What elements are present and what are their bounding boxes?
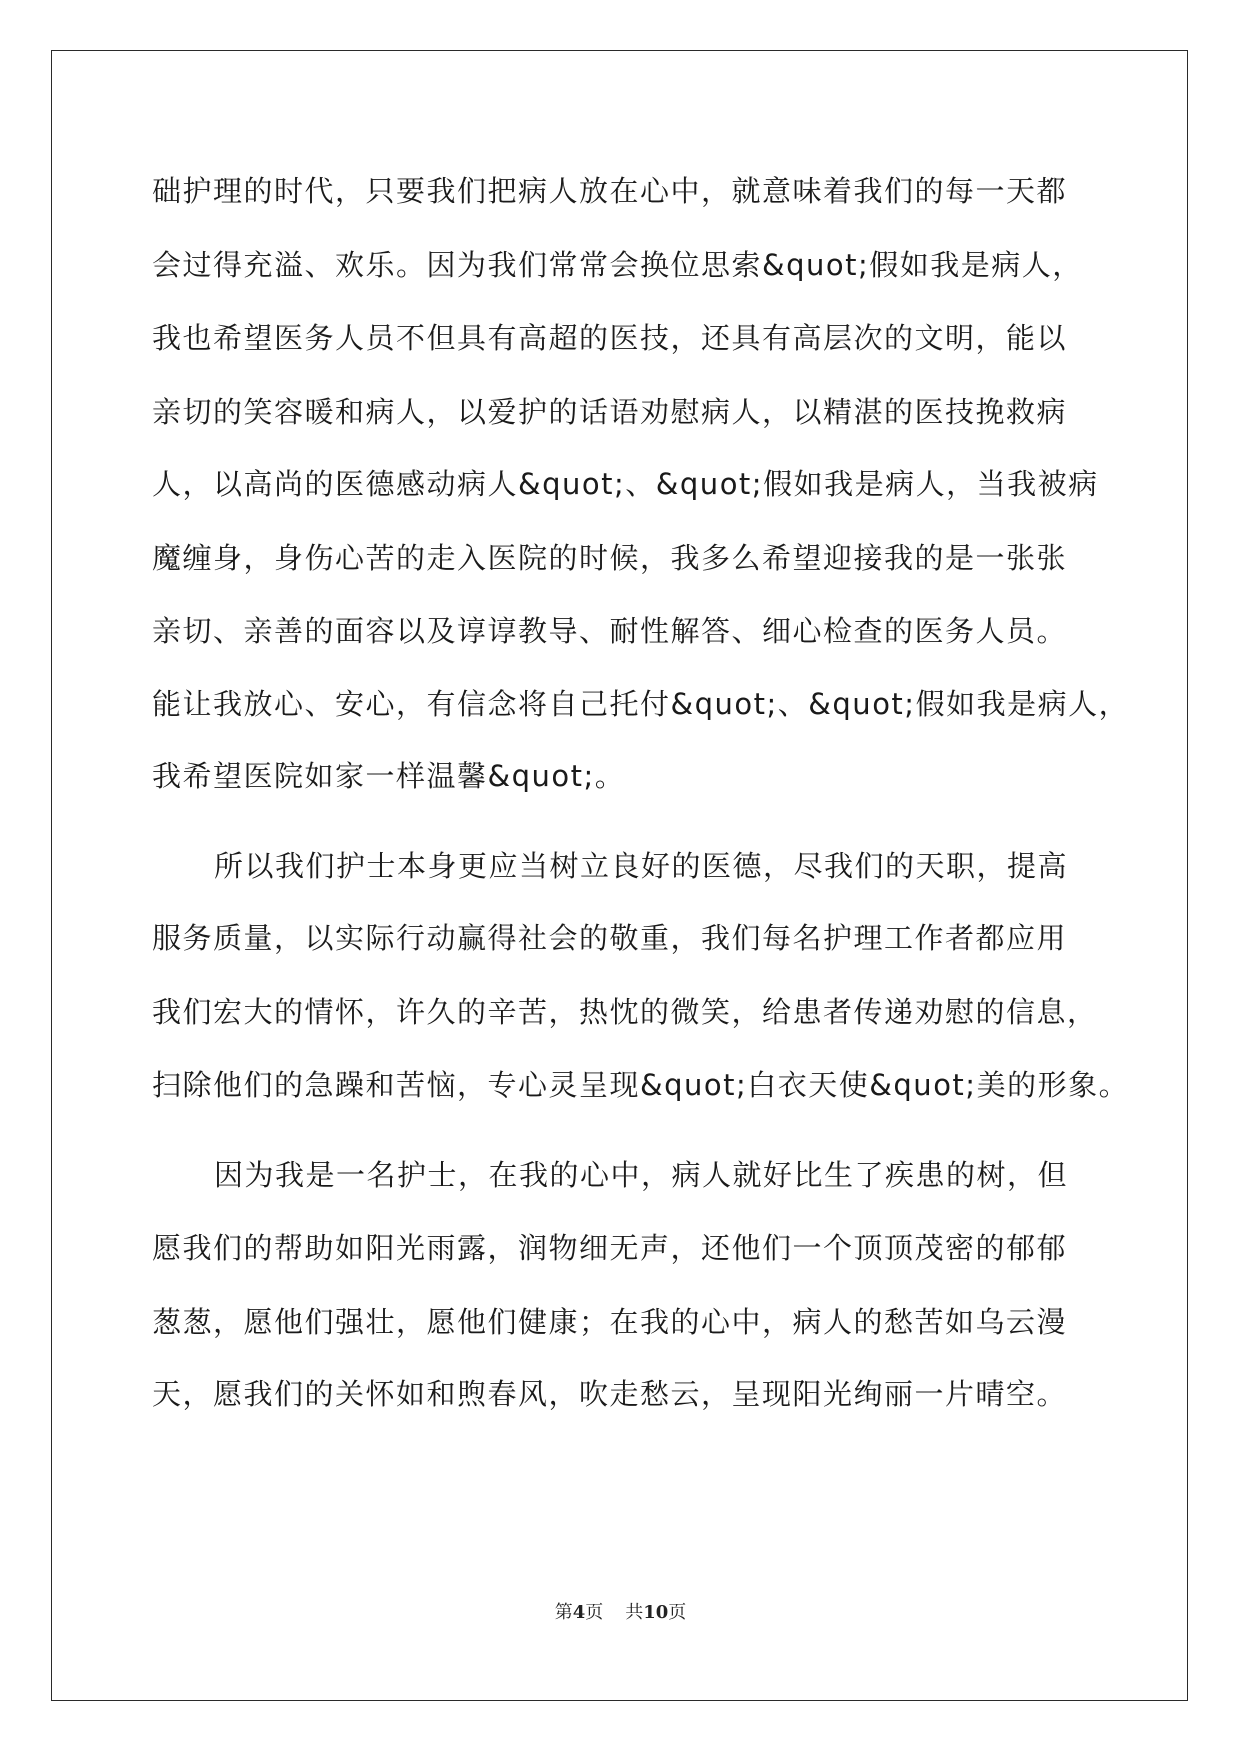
text-line: 会过得充溢、欢乐。因为我们常常会换位思索&quot;假如我是病人， xyxy=(152,248,1083,282)
text-line: 服务质量，以实际行动赢得社会的敬重，我们每名护理工作者都应用 xyxy=(152,921,1068,955)
paragraph-start-line: 因为我是一名护士，在我的心中，病人就好比生了疾患的树，但 xyxy=(214,1158,1069,1192)
text-line: 愿我们的帮助如阳光雨露，润物细无声，还他们一个顶顶茂密的郁郁 xyxy=(152,1231,1068,1265)
text-line: 亲切、亲善的面容以及谆谆教导、耐性解答、细心检查的医务人员。 xyxy=(152,614,1068,648)
text-line: 扫除他们的急躁和苦恼，专心灵呈现&quot;白衣天使&quot;美的形象。 xyxy=(152,1068,1130,1102)
text-line: 天，愿我们的关怀如和煦春风，吹走愁云，呈现阳光绚丽一片晴空。 xyxy=(152,1377,1068,1411)
page-suffix: 页 xyxy=(585,1602,604,1623)
text-line: 魔缠身，身伤心苦的走入医院的时候，我多么希望迎接我的是一张张 xyxy=(152,541,1068,575)
total-pages: 10 xyxy=(643,1602,669,1623)
text-line: 我们宏大的情怀，许久的辛苦，热忱的微笑，给患者传递劝慰的信息， xyxy=(152,995,1098,1029)
page-prefix: 第 xyxy=(554,1602,573,1623)
page-footer xyxy=(0,1598,1241,1624)
text-line: 我也希望医务人员不但具有高超的医技，还具有高层次的文明，能以 xyxy=(152,321,1068,355)
text-line: 亲切的笑容暖和病人，以爱护的话语劝慰病人，以精湛的医技挽救病 xyxy=(152,395,1068,429)
text-line: 础护理的时代，只要我们把病人放在心中，就意味着我们的每一天都 xyxy=(152,174,1068,208)
paragraph-start-line: 所以我们护士本身更应当树立良好的医德，尽我们的天职，提高 xyxy=(214,849,1069,883)
text-line: 能让我放心、安心，有信念将自己托付&quot;、&quot;假如我是病人， xyxy=(152,687,1130,721)
total-suffix: 页 xyxy=(668,1602,687,1623)
text-line: 我希望医院如家一样温馨&quot;。 xyxy=(152,759,626,793)
total-prefix: 共 xyxy=(625,1602,644,1623)
page-number: 4 xyxy=(572,1602,586,1623)
text-line: 人，以高尚的医德感动病人&quot;、&quot;假如我是病人，当我被病 xyxy=(152,467,1099,501)
text-line: 葱葱，愿他们强壮，愿他们健康；在我的心中，病人的愁苦如乌云漫 xyxy=(152,1305,1068,1339)
